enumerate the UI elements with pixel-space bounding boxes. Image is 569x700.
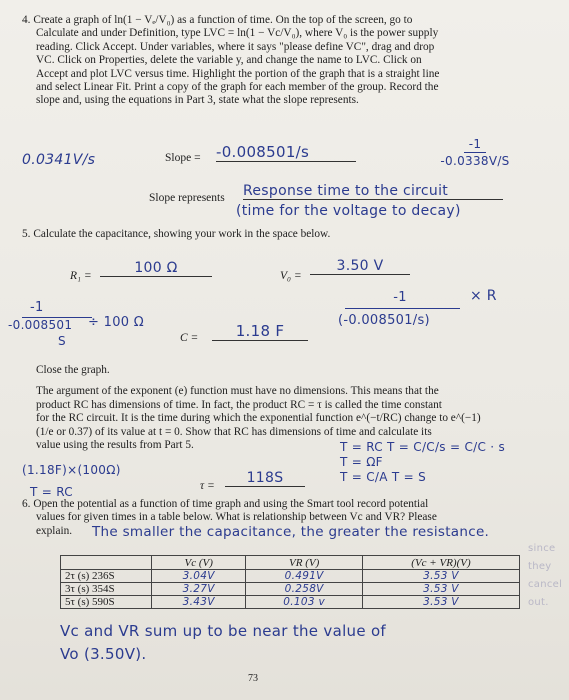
q4-line-1: Create a graph of ln(1 − Vₑ/V₀) as a function of time. On the top of the screen, go to <box>33 14 413 26</box>
question-number: 4. <box>22 14 31 26</box>
q4-line-3: reading. Click Accept. Under variables, where it says "please define VC", drag and drop <box>36 40 435 53</box>
table-cell-time: 2τ (s) 236S <box>61 570 152 583</box>
table-cell-vc: 3.43V <box>152 596 246 609</box>
question-number: 6. <box>22 498 31 510</box>
q4-line-6: and select Linear Fit. Print a copy of the graph for each member of the group. Record the <box>36 81 439 94</box>
close-line-3: for the RC circuit. It is the time during which the exponential function e^(−t/RC) change to e^(−1) <box>36 412 481 425</box>
left-work <box>22 300 92 320</box>
represents-value-2: (time for the voltage to decay) <box>236 203 461 219</box>
v0-value: 3.50 V <box>310 258 410 275</box>
r1-value: 100 Ω <box>100 260 212 277</box>
close-heading: Close the graph. <box>36 364 110 376</box>
q5-text: Calculate the capacitance, showing your work in the space below. <box>33 228 331 240</box>
q4-line-4: VC. Click on Properties, delete the variable y, and change the name to LVC. Click on <box>36 54 422 67</box>
table-cell-vr: 0.103 v <box>246 596 363 609</box>
table-header: VR (V) <box>246 556 363 570</box>
rc-work-line-3: T = C/A T = S <box>340 470 426 484</box>
left-work-unit: S <box>58 334 66 348</box>
q6-line-1: Open the potential as a function of time graph and using the Smart tool record potential <box>33 498 429 510</box>
table-cell-vr: 0.258V <box>246 583 363 596</box>
table-row <box>61 583 520 596</box>
slope-label: Slope = <box>165 152 201 164</box>
table-cell-vc: 3.27V <box>152 583 246 596</box>
faint-margin-note: since they cancel out. <box>528 543 563 608</box>
v0-label: V₀ = <box>280 270 302 282</box>
close-line-4: (1/e or 0.37) of its value at t = 0. Show that RC has dimensions of time and calculate its <box>36 425 432 438</box>
rc-calculation: (1.18F)×(100Ω) <box>22 463 121 477</box>
table-row <box>61 596 520 609</box>
fraction-bar <box>464 152 486 153</box>
left-work-denominator: -0.008501 <box>8 318 73 332</box>
potential-values-table <box>60 555 520 609</box>
table-cell-sum: 3.53 V <box>362 583 519 596</box>
q4-line-2: Calculate and under Definition, type LVC = ln(1 − Vc/V₀), where V₀ is the power supply <box>36 27 439 40</box>
q6-line-3: explain. <box>36 524 73 537</box>
table-cell-vr: 0.491V <box>246 570 363 583</box>
table-header: Vc (V) <box>152 556 246 570</box>
rc-dimension-work <box>340 440 505 485</box>
slope-value: -0.008501/s <box>216 143 356 162</box>
table-cell-time: 3τ (s) 354S <box>61 583 152 596</box>
represents-value: Response time to the circuit <box>243 183 503 200</box>
left-work-divide: ÷ 100 Ω <box>88 315 145 330</box>
c-value: 1.18 F <box>212 322 308 341</box>
q4-line-7: slope and, using the equations in Part 3, state what the slope represents. <box>36 94 359 107</box>
question-4 <box>22 14 547 108</box>
right-work-denominator: (-0.008501/s) <box>338 313 430 328</box>
page-number: 73 <box>248 673 258 684</box>
close-line-2: product RC has dimensions of time. In fact, the product RC = τ is called the time constant <box>36 398 442 411</box>
represents-label: Slope represents <box>149 192 225 204</box>
left-work-numerator: -1 <box>30 300 44 315</box>
right-work-times: × R <box>470 288 497 304</box>
conclusion-line-2: Vo (3.50V). <box>60 645 147 663</box>
question-number: 5. <box>22 228 31 240</box>
close-line-1: The argument of the exponent (e) function must have no dimensions. This means that the <box>36 385 439 398</box>
table-cell-time: 5τ (s) 590S <box>61 596 152 609</box>
rc-work-line-1: T = RC T = C/C/s = C/C · s <box>340 440 506 454</box>
fraction-denominator: -0.0338V/S <box>440 154 510 168</box>
q6-answer: The smaller the capacitance, the greater the resistance. <box>92 524 490 540</box>
tau-value: 118S <box>225 470 305 487</box>
table-cell-sum: 3.53 V <box>362 570 519 583</box>
rc-formula: T = RC <box>30 485 73 499</box>
r1-label: R₁ = <box>70 270 92 282</box>
c-label: C = <box>180 332 199 344</box>
right-work-numerator: -1 <box>393 290 407 305</box>
table-cell-sum: 3.53 V <box>362 596 519 609</box>
q6-line-2: values for given times in a table below. What is relationship between Vc and VR? Please <box>36 511 437 524</box>
q4-line-5: Accept and plot LVC versus time. Highlight the portion of the graph that is a straight line <box>36 67 440 80</box>
table-cell-vc: 3.04V <box>152 570 246 583</box>
tau-label: τ = <box>200 480 215 492</box>
table-header <box>61 556 152 570</box>
right-work-bar <box>345 308 460 309</box>
fraction-numerator: -1 <box>468 137 482 151</box>
table-header: (Vc + VR)(V) <box>362 556 519 570</box>
alternate-slope-fraction <box>435 137 515 168</box>
table-row <box>61 570 520 583</box>
handwritten-side-note: 0.0341V/s <box>22 152 96 168</box>
conclusion-line-1: Vc and VR sum up to be near the value of <box>60 622 387 640</box>
rc-work-line-2: T = ΩF <box>340 455 383 469</box>
close-line-5: value using the results from Part 5. <box>36 439 194 452</box>
question-5 <box>22 228 547 241</box>
table-header-row <box>61 556 520 570</box>
